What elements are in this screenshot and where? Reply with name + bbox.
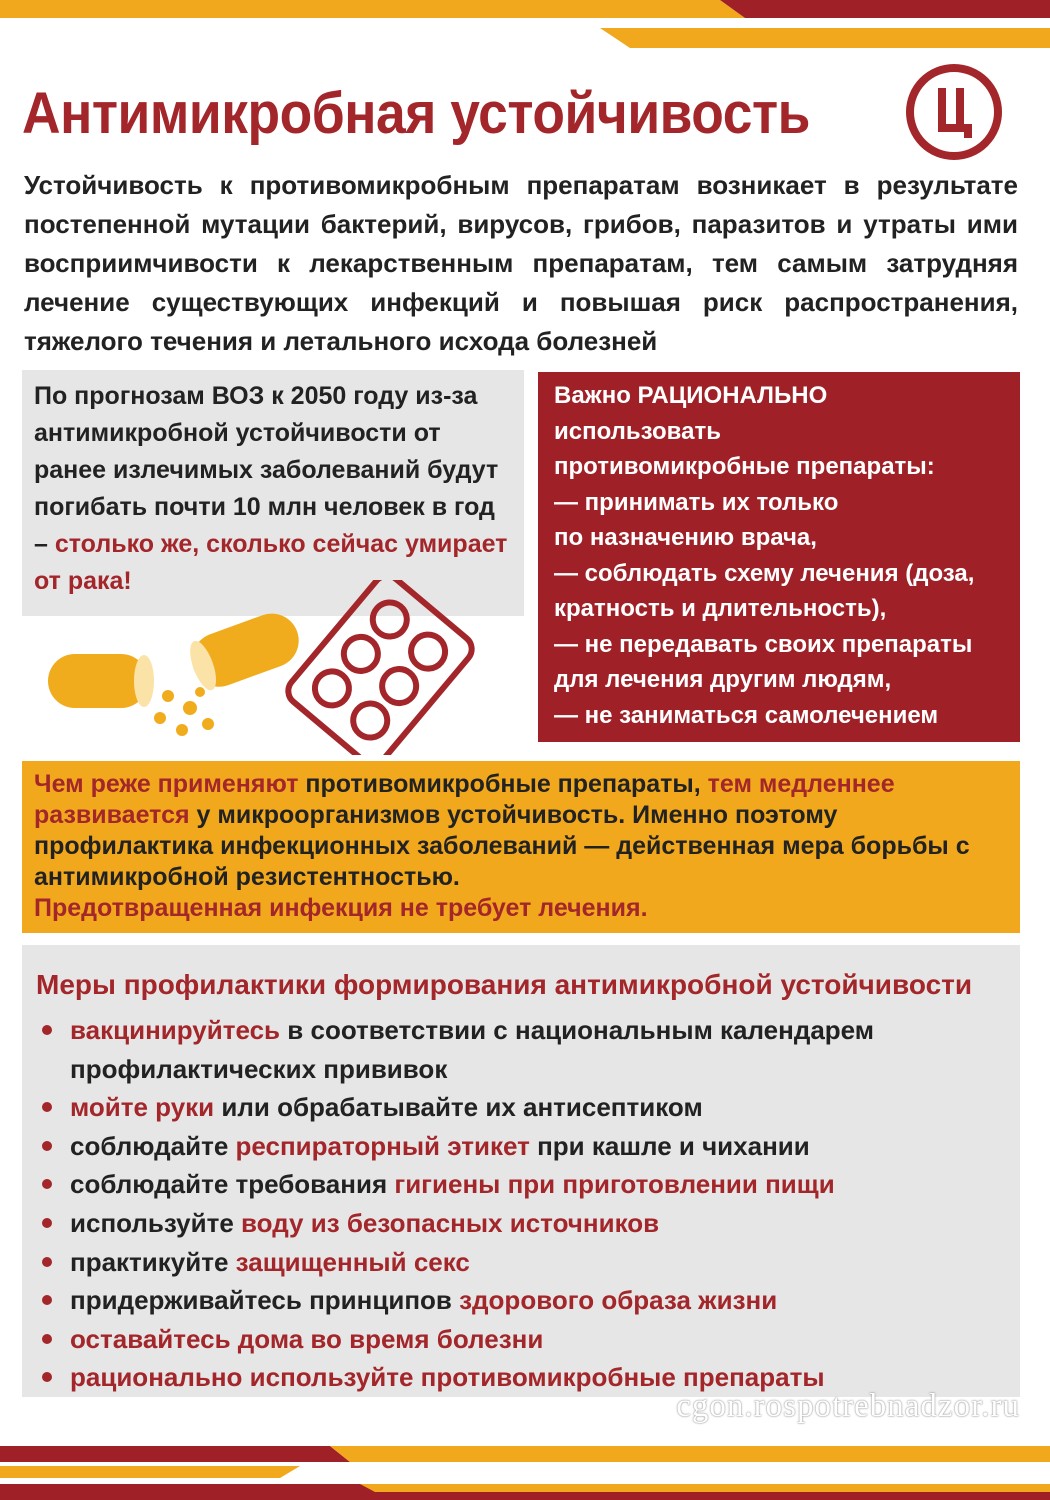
rational-use-item: — соблюдать схему лечения (доза, bbox=[554, 559, 975, 587]
measure-highlight: мойте руки bbox=[70, 1092, 215, 1123]
prevention-measures-box bbox=[22, 945, 1020, 1397]
measure-highlight: гигиены при приготовлении пищи bbox=[394, 1169, 835, 1200]
note-conclusion: Предотвращенная инфекция не требует лечения. bbox=[34, 894, 648, 922]
page-title: Антимикробная устойчивость bbox=[22, 81, 810, 146]
capsule-icon bbox=[48, 606, 306, 736]
note-highlight: Чем реже применяют bbox=[34, 770, 299, 798]
rational-use-item: — не заниматься самолечением bbox=[554, 701, 939, 729]
prevention-note-box bbox=[22, 761, 1020, 933]
measure-item bbox=[36, 1011, 1006, 1088]
bullet-icon bbox=[42, 1179, 52, 1189]
note-text: противомикробные препараты, bbox=[298, 770, 708, 798]
measure-highlight: оставайтесь дома во время болезни bbox=[70, 1323, 544, 1354]
bullet-icon bbox=[42, 1257, 52, 1267]
measure-text: используйте bbox=[70, 1207, 242, 1238]
measure-highlight: рационально используйте противомикробные препараты bbox=[70, 1362, 825, 1393]
rational-use-item: — принимать их только bbox=[554, 488, 839, 516]
bullet-icon bbox=[42, 1102, 52, 1112]
who-forecast-text: По прогнозам ВОЗ к 2050 году из-за антимикробной устойчивости от ранее излечимых заболеваний будут погибать почти 10 млн человек в год – bbox=[34, 382, 499, 558]
watermark: cgon.rospotrebnadzor.ru bbox=[676, 1388, 1020, 1424]
measure-text: или обрабатывайте их антисептиком bbox=[214, 1092, 703, 1123]
intro-paragraph: Устойчивость к противомикробным препаратам возникает в результате постепенной мутации бактерий, вирусов, грибов, паразитов и утраты ими восприимчивости к лекарственным препаратам, тем самым затрудняя лечение существующих инфекций и повышая риск распространения, тяжелого течения и летального исхода болезней bbox=[24, 170, 1018, 356]
measure-highlight: вакцинируйтесь bbox=[70, 1015, 281, 1045]
measure-item bbox=[36, 1088, 1006, 1127]
rational-use-heading: Важно РАЦИОНАЛЬНО bbox=[554, 382, 828, 409]
blister-pack-icon bbox=[283, 580, 478, 755]
measures-list bbox=[36, 1011, 1006, 1397]
measure-text: соблюдайте bbox=[70, 1130, 236, 1161]
who-forecast-highlight: столько же, сколько сейчас умирает от рака! bbox=[34, 530, 508, 595]
measure-highlight: респираторный этикет bbox=[235, 1130, 530, 1161]
rospotrebnadzor-logo-icon bbox=[904, 62, 1004, 162]
measure-item bbox=[36, 1204, 1006, 1243]
rational-use-box bbox=[538, 372, 1020, 742]
measure-item bbox=[36, 1320, 1006, 1359]
measure-highlight: воду из безопасных источников bbox=[241, 1207, 660, 1238]
pills-illustration bbox=[40, 580, 480, 755]
bullet-icon bbox=[42, 1141, 52, 1151]
bullet-icon bbox=[42, 1295, 52, 1305]
bullet-icon bbox=[42, 1372, 52, 1382]
measure-item bbox=[36, 1243, 1006, 1282]
bullet-icon bbox=[42, 1025, 52, 1035]
measure-highlight: здорового образа жизни bbox=[459, 1285, 778, 1316]
measure-item bbox=[36, 1165, 1006, 1204]
note-text: у микроорганизмов устойчивость. Именно поэтому профилактика инфекционных заболеваний — действенная мера борьбы с антимикробной резистентностью. bbox=[34, 801, 970, 891]
measure-text: соблюдайте требования bbox=[70, 1169, 395, 1200]
bullet-icon bbox=[42, 1334, 52, 1344]
note-highlight: тем медленнее развивается bbox=[34, 770, 895, 829]
measure-item bbox=[36, 1281, 1006, 1320]
measure-text: придерживайтесь принципов bbox=[70, 1285, 460, 1316]
measure-item bbox=[36, 1127, 1006, 1166]
bullet-icon bbox=[42, 1218, 52, 1228]
rational-use-item: для лечения другим людям, bbox=[554, 666, 892, 693]
rational-use-item: по назначению врача, bbox=[554, 524, 817, 551]
rational-use-line: использовать bbox=[554, 417, 721, 445]
rational-use-item: — не передавать своих препараты bbox=[554, 630, 973, 658]
rational-use-line: противомикробные препараты: bbox=[554, 453, 935, 480]
top-stripes bbox=[0, 0, 1050, 60]
measure-highlight: защищенный секс bbox=[235, 1246, 470, 1277]
measure-text: практикуйте bbox=[70, 1246, 236, 1277]
bottom-stripes bbox=[0, 1440, 1050, 1500]
measure-text: в соответствии с национальным календарем профилактических прививок bbox=[70, 1015, 875, 1084]
rational-use-item: кратность и длительность), bbox=[554, 595, 887, 622]
measure-text: при кашле и чихании bbox=[529, 1130, 810, 1161]
measures-heading: Меры профилактики формирования антимикробной устойчивости bbox=[36, 969, 973, 1000]
